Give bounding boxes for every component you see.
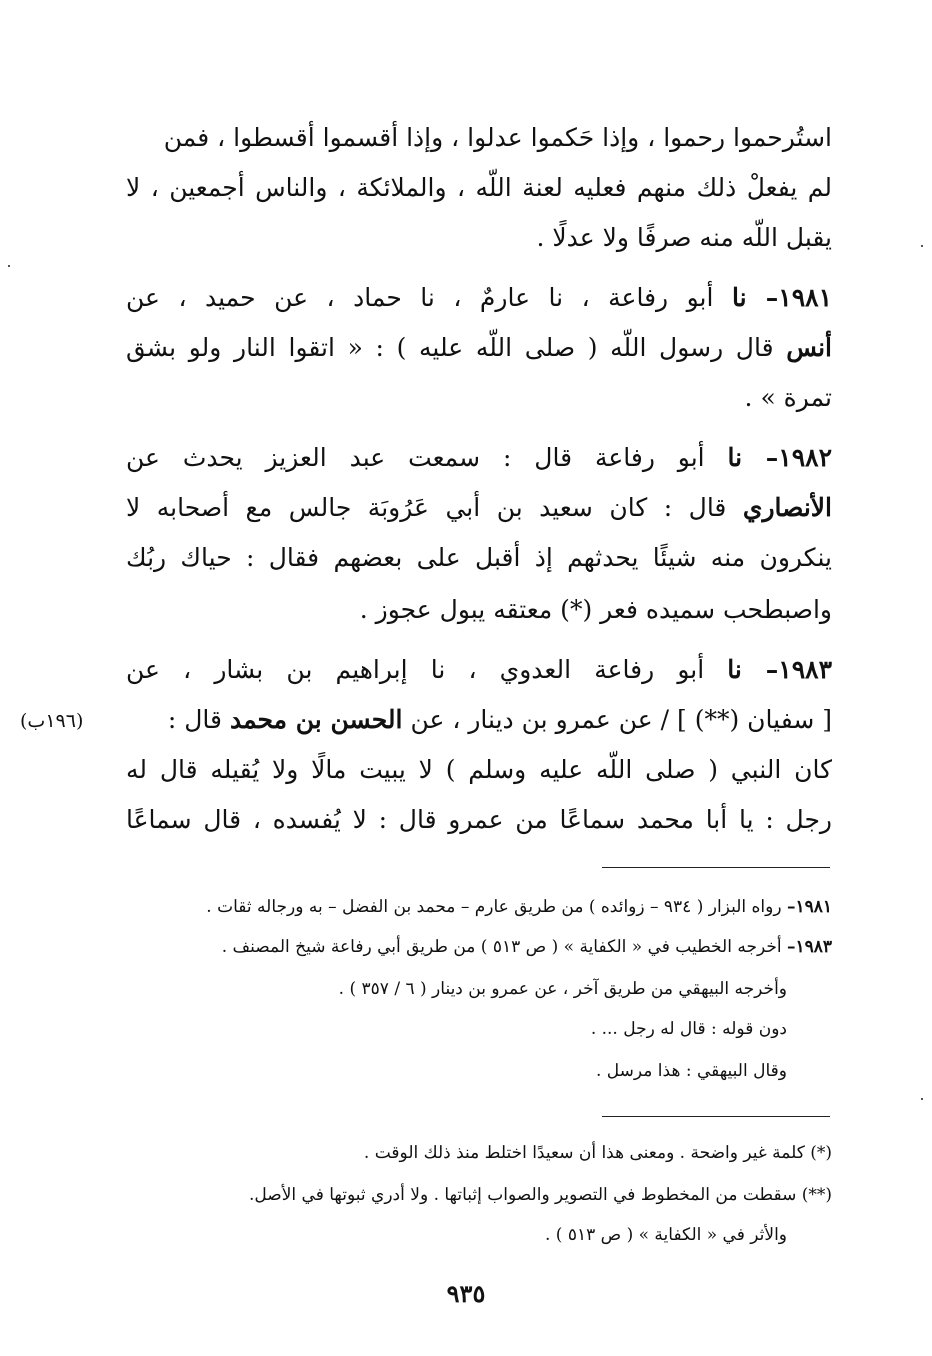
narrator-hasan: الحسن بن محمد xyxy=(229,705,403,734)
footnote-line-4: دون قوله : قال له رجل ... . xyxy=(590,1019,787,1039)
footnote-line-3: وأخرجه البيهقي من طريق آخر ، عن عمرو بن دينار ( ٦ / ٣٥٧ ) . xyxy=(338,979,787,999)
body-line-14: رجل : يا أبا محمد سماعًا من عمرو قال : لا يُفسده ، قال سماعًا xyxy=(126,805,832,834)
scan-speck xyxy=(8,265,10,267)
note-double-asterisk: (**) سقطت من المخطوط في التصوير والصواب إثباتها . ولا أدري ثبوتها في الأصل. xyxy=(249,1185,832,1205)
hadith-number-1981: ١٩٨١– نا xyxy=(731,283,832,312)
footnote-line-5: وقال البيهقي : هذا مرسل . xyxy=(595,1061,787,1081)
body-line-8: الأنصاري قال : كان سعيد بن أبي عَرُوبَة جالس مع أصحابه لا xyxy=(126,493,832,522)
body-line-2: لم يفعلْ ذلك منهم فعليه لعنة اللّه ، والملائكة ، والناس أجمعين ، لا xyxy=(126,173,832,202)
body-line-5: أنس قال رسول اللّه ( صلى اللّه عليه ) : « اتقوا النار ولو بشق xyxy=(126,333,832,362)
hadith-1981-heading: ١٩٨١– نا أبو رفاعة ، نا عارمٌ ، نا حماد ، عن حميد ، عن xyxy=(126,283,832,312)
body-line-1: استُرحموا رحموا ، وإذا حَكموا عدلوا ، وإذا أقسموا أقسطوا ، فمن xyxy=(163,123,832,152)
notes-separator xyxy=(602,1116,830,1117)
narrator-anas: أنس xyxy=(786,333,832,362)
note-single-asterisk: (*) كلمة غير واضحة . ومعنى هذا أن سعيدًا اختلط منذ ذلك الوقت . xyxy=(363,1143,832,1163)
body-line-3: يقبل اللّه منه صرفًا ولا عدلًا . xyxy=(536,223,832,252)
body-line-10: واصبطحب سميده فعر (*) معتقه يبول عجوز . xyxy=(359,595,832,624)
hadith-1982-heading: ١٩٨٢– نا أبو رفاعة قال : سمعت عبد العزيز يحدث عن xyxy=(126,443,832,472)
body-line-12: [ سفيان (**) ] / عن عمرو بن دينار ، عن الحسن بن محمد قال : xyxy=(167,705,832,734)
hadith-number-1983: ١٩٨٣– نا xyxy=(727,655,832,684)
body-line-9: ينكرون منه شيئًا يحدثهم إذ أقبل على بعضهم فقال : حياك ربُك xyxy=(126,543,832,572)
narrator-ansari: الأنصاري xyxy=(742,493,832,522)
body-line-6: تمرة » . xyxy=(744,383,832,412)
folio-margin-note: (١٩٦ب) xyxy=(20,710,84,732)
scan-speck xyxy=(921,1098,923,1100)
scan-speck xyxy=(921,245,923,247)
hadith-number-1982: ١٩٨٢– نا xyxy=(727,443,832,472)
note-line-3: والأثر في « الكفاية » ( ص ٥١٣ ) . xyxy=(544,1225,787,1245)
body-line-13: كان النبي ( صلى اللّه عليه وسلم ) لا يبيت مالًا ولا يُقيله قال له xyxy=(126,755,832,784)
page-number: ٩٣٥ xyxy=(446,1279,486,1308)
footnote-separator xyxy=(602,867,830,868)
footnote-1981: ١٩٨١– رواه البزار ( ٩٣٤ – زوائده ) من طريق عارم – محمد بن الفضل – به ورجاله ثقات . xyxy=(206,897,832,917)
footnote-1983: ١٩٨٣– أخرجه الخطيب في « الكفاية » ( ص ٥١٣ ) من طريق أبي رفاعة شيخ المصنف . xyxy=(221,937,832,957)
hadith-1983-heading: ١٩٨٣– نا أبو رفاعة العدوي ، نا إبراهيم بن بشار ، عن xyxy=(126,655,832,684)
